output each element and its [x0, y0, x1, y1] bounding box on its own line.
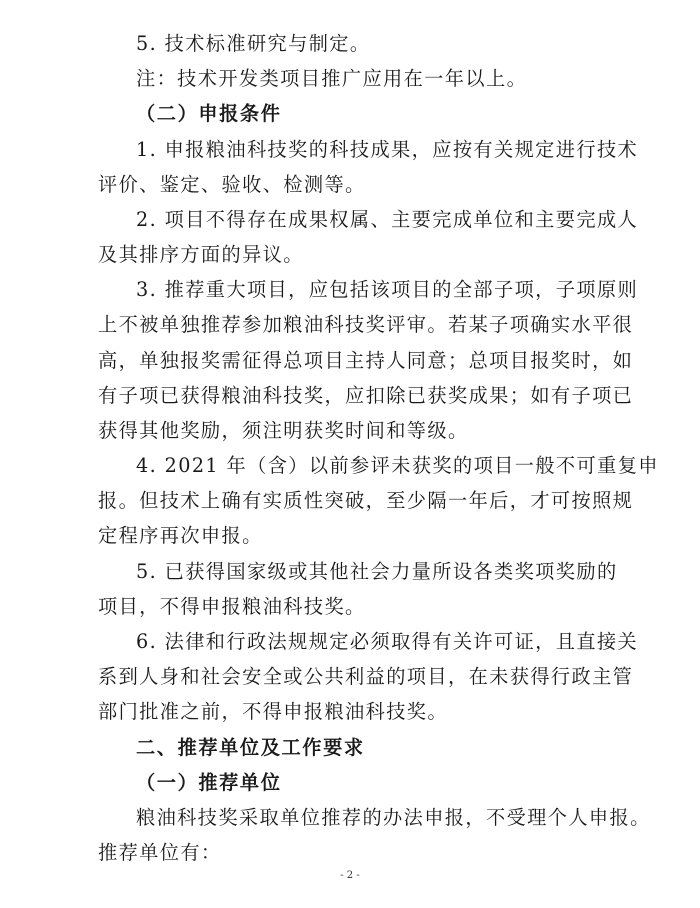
- text-line: 5. 已获得国家级或其他社会力量所设各类奖项奖励的: [136, 559, 618, 583]
- text-line: 4. 2021 年（含）以前参评未获奖的项目一般不可重复申: [136, 454, 659, 478]
- section-heading: （一）推荐单位: [136, 770, 282, 794]
- text-line: 高，单独报奖需征得总项目主持人同意；总项目报奖时，如: [98, 348, 634, 372]
- text-line: 系到人身和社会安全或公共利益的项目，在未获得行政主管: [98, 665, 634, 689]
- text-line: 及其排序方面的异议。: [98, 243, 304, 266]
- text-line: 1. 申报粮油科技奖的科技成果，应按有关规定进行技术: [136, 137, 639, 161]
- text-line: 粮油科技奖采取单位推荐的办法申报，不受理个人申报。: [136, 805, 651, 829]
- text-line: 有子项已获得粮油科技奖，应扣除已获奖成果；如有子项已: [98, 383, 634, 407]
- text-line: 定程序再次申报。: [98, 524, 263, 548]
- text-line: 部门批准之前，不得申报粮油科技奖。: [98, 700, 448, 724]
- text-line: 上不被单独推荐参加粮油科技奖评审。若某子项确实水平很: [98, 313, 634, 337]
- text-line: 项目，不得申报粮油科技奖。: [98, 594, 366, 618]
- text-line: 注：技术开发类项目推广应用在一年以上。: [136, 67, 528, 91]
- text-line: 获得其他奖励，须注明获奖时间和等级。: [98, 418, 469, 442]
- text-line: 6. 法律和行政法规规定必须取得有关许可证，且直接关: [136, 630, 639, 653]
- text-line: 推荐单位有：: [98, 841, 222, 864]
- section-heading: （二）申报条件: [136, 102, 282, 126]
- text-line: 评价、鉴定、验收、检测等。: [98, 172, 366, 196]
- text-line: 5. 技术标准研究与制定。: [136, 32, 371, 55]
- chapter-heading: 二、推荐单位及工作要求: [136, 735, 365, 759]
- text-line: 3. 推荐重大项目，应包括该项目的全部子项，子项原则: [136, 278, 639, 302]
- text-line: 2. 项目不得存在成果权属、主要完成单位和主要完成人: [136, 207, 639, 231]
- text-line: 报。但技术上确有实质性突破，至少隔一年后，才可按照规: [98, 489, 634, 513]
- page-number: - 2 -: [340, 870, 360, 881]
